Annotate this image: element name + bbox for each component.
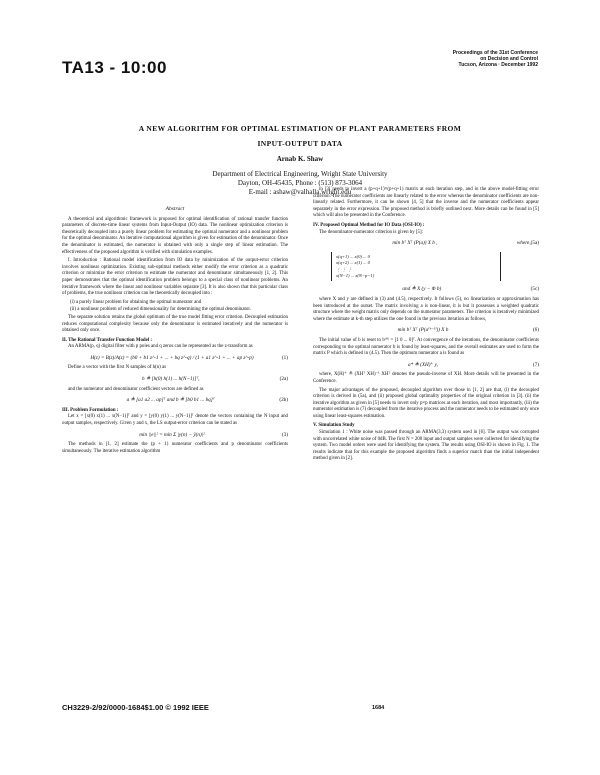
list-item: (ii) a nonlinear problem of reduced dimensionality for determining the optimal denominator. xyxy=(70,307,251,313)
equation-number: (5a) xyxy=(530,240,539,247)
equation-body: min bᵀ Xᵀ (P(a⁽ᵏ⁻¹⁾)) X b xyxy=(397,327,449,334)
equation xyxy=(62,355,288,362)
session-code: TA13 - 10:00 xyxy=(62,58,167,77)
matrix-row: ⋮ ⋮ ⋮ xyxy=(336,266,353,272)
right-column xyxy=(313,187,539,465)
equation-number: (6) xyxy=(532,327,539,334)
section-text: Simulation 1 : White noise was passed through an ARMA(3,3) system used in [6]. The output was corrupted with uncorrelated white noise of 0dB. The first N = 200 input and output samples were collected for identifying the system. Two model orders were used for identifying the system. The results using OSI-IO is shown in Fig. 1. The results indicate that for this example the proposed algorithm finds a superior match than the initial independent method given in [2]. xyxy=(313,430,539,462)
ieee-copyright-code: CH3229-2/92/0000-1684$1.00 © 1992 IEEE xyxy=(62,703,209,712)
paper-title xyxy=(60,121,540,151)
author-name: Arnab K. Shaw xyxy=(276,155,324,163)
equation-body: H(z) = B(z)/A(z) = (b0 + b1 z^-1 + ... + bq z^-q) / (1 + a1 z^-1 + ... + ap z^-p) xyxy=(90,354,254,361)
section-text: The denominator-numerator criterion is given by [5]: xyxy=(319,229,423,235)
equation xyxy=(313,362,539,369)
equation-number: (3) xyxy=(281,431,288,438)
introduction-text-2: The separate solution retains the global optimum of the true model fitting error criterion. Decoupled estimation reduces computational complexity because only the denominator is estimated iteratively and the numerator is obtained only once. xyxy=(62,314,288,334)
equation-body: min bᵀ Xᵀ (P(a)) X b , xyxy=(392,240,438,247)
equation-body: a ≜ [a1 a2 ... ap]ᵀ and b ≜ [b0 b1 ... bq]ᵀ xyxy=(126,397,215,404)
equation-body: a* ≜ (XH)⁺ y, xyxy=(408,361,438,368)
matrix-row: x(q+2) ... x(1) ... 0 xyxy=(336,260,370,266)
section-text: where X and y are defined in (3) and (4.5), respectively. It follows (5), no linearization or approximation has been introduced at the outset. The matrix involving a is non-linear, it is but it possesses a weighted quadratic structure where the weight matrix only depends on the numerator parameters. The criterion is iteratively minimized where the estimate at k-th step utilizes the one found in the previous iteration as follows, xyxy=(313,296,539,322)
section-text: Let x = [x(0) x(1) ... x(N−1)]ᵀ and y = [y(0) y(1) ... y(N−1)]ᵀ denote the vectors containing the N input and output samples, respectively. Given y and x, the LS output-error criterion can be stated as xyxy=(62,414,288,427)
section-text: The initial value of b is reset to b⁽⁰⁾ = [1 0 ... 0]ᵀ. At convergence of the iterations, the denominator coefficients corresponding to the optimal numerator b is found by least-squares, and the overall estimates are used to form the matrix P which is defined in (4.5). Then the optimum numerator a is found as xyxy=(313,337,539,357)
list-item: (i) a purely linear problem for obtaining the optimal numerator and xyxy=(70,299,202,305)
section-text: in [3] needs to invert a (p+q+1)×(p+q+1) matrix at each iteration step, and in the above model-fitting error criterion. The numerator coefficients are linearly related to the error whereas the denominator coefficients are non-linearly related. Furthermore, it can be shown [4, 5] that the inverse and the numerator coefficients appear separately in the error expression. The proposed method is briefly outlined next. More details can be found in [5] which will also be presented in the Conference. xyxy=(313,187,539,219)
equation xyxy=(62,397,288,404)
equation xyxy=(313,240,539,247)
equation-number: (2b) xyxy=(279,397,288,404)
equation-body: and ≜ X (y − Φ b) xyxy=(402,286,442,293)
proceedings-line: on Decision and Control xyxy=(480,56,538,62)
equation-label: where, xyxy=(516,240,531,247)
equation-body: min ||e||² = min Σ |y(n) − ŷ(n)|² xyxy=(139,431,205,438)
section-text: The methods in [1, 2] estimate the (p + 1) numerator coefficients and p denominator coefficients simultaneously. The iterative estimation algorithm xyxy=(62,442,288,454)
section-text: Define a vector with the first N samples of h(n) as xyxy=(68,365,167,371)
equation-number: (1) xyxy=(281,354,288,361)
abstract-heading: Abstract xyxy=(165,206,185,212)
section-heading: V. Simulation Study xyxy=(313,423,355,429)
title-line: INPUT-OUTPUT DATA xyxy=(257,139,343,148)
section-heading: II. The Rational Transfer Function Model : xyxy=(62,337,152,343)
section-heading: IV. Proposed Optimal Method for IO Data (OSI-IO) : xyxy=(313,222,425,228)
section-text: An ARMA(p, q) digital filter with p poles and q zeros can be represented as the z-transform as xyxy=(68,344,253,350)
title-line: A NEW ALGORITHM FOR OPTIMAL ESTIMATION OF PLANT PARAMETERS FROM xyxy=(138,124,462,133)
section-text: The major advantages of the proposed, decoupled algorithm over those in [1, 2] are that, (i) the decoupled criterion is derived in (5a), and (ii) proposed global optimality properties of the original criterion in [3]. (ii) the iterative algorithm as given in [5] needs to invert only p×p matrices at each iteration, and most importantly, (iii) the numerator estimation is (7) decoupled from the iterative process and the numerator needs to be estimated only once using linear least-squares estimation. xyxy=(313,387,539,419)
introduction-text: I. Introduction : Rational model identification from IO data by minimization of the output-error criterion involves nonlinear optimization. Existing sub-optimal methods either modify the error criterion as a quadratic criterion or minimize the error criterion to estimate the numerator and denominator simultaneously [1, 2]. This paper demonstrates that the optimal identification problem belongs to a special class of nonlinear problems. An iterative framework where the linear and nonlinear variables separate [3]. It is also shown that this particular class of problems, the true nonlinear criterion can be theoretically decoupled into : xyxy=(62,258,288,297)
author-department: Department of Electrical Engineering, Wright State University xyxy=(212,170,388,178)
equation-number: (7) xyxy=(532,361,539,368)
equation-number: (2a) xyxy=(279,376,288,383)
section-text: and the numerator and denominator coefficient vectors are defined as xyxy=(68,386,204,392)
equation xyxy=(62,376,288,383)
equation xyxy=(313,286,539,293)
matrix-row: x(q+1) ... x(0) ... 0 xyxy=(336,253,370,259)
matrix-row: x(N−1) ... x(N−p−1) xyxy=(336,272,375,278)
equation xyxy=(313,327,539,334)
matrix xyxy=(331,252,501,282)
equation-number: (5c) xyxy=(530,286,539,293)
equation xyxy=(62,432,288,439)
proceedings-info xyxy=(453,50,538,68)
page-number: 1684 xyxy=(372,705,385,711)
abstract-text: A theoretical and algorithmic framework is proposed for optimal identification of rational transfer function parameters of discrete-time linear systems from Input-Output (IO) data. The nonlinear optimization criterion is theoretically decoupled into a purely linear problem for estimating the optimal numerator and a nonlinear problem for the optimal denominator. An iterative computational algorithm is given for estimation of the denominator. Once the denominator is estimated, the numerator is obtained with only a single step of linear estimation. The effectiveness of the proposed algorithm is verified with simulation examples. xyxy=(62,216,288,255)
author-address: Dayton, OH-45435, Phone : (513) 873-3064 xyxy=(237,179,363,187)
equation-body: h ≜ [h(0) h(1) ... h(N−1)]ᵀ, xyxy=(142,376,200,383)
proceedings-line: Tucson, Arizona · December 1992 xyxy=(458,62,538,68)
left-column xyxy=(62,206,288,457)
section-heading: III. Problem Formulation : xyxy=(62,407,119,413)
proceedings-line: Proceedings of the 31st Conference xyxy=(452,50,538,56)
author-email: E-mail : ashaw@valhalla.wright.edu xyxy=(248,188,352,196)
section-text: where, X(H)⁺ ≜ (XHᵀ XH)⁻¹ XHᵀ denotes the pseudo-inverse of XH. More details will be presented in the Conference. xyxy=(313,372,539,384)
